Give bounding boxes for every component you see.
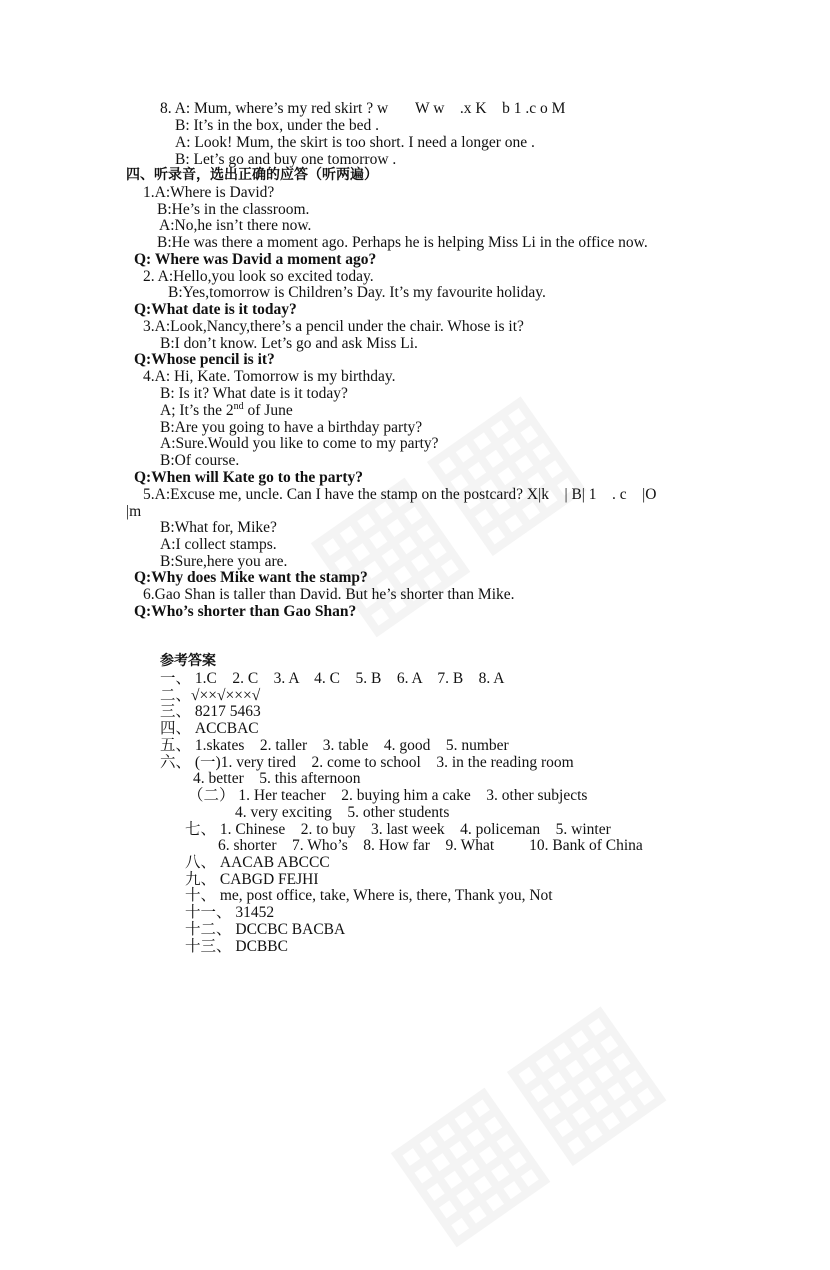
answer-2: 二、√××√×××√ (160, 687, 261, 704)
dialog-3-line-2: B:I don’t know. Let’s go and ask Miss Li. (160, 335, 418, 352)
answer-3: 三、 8217 5463 (160, 703, 261, 720)
dialog-2-line-1: 2. A:Hello,you look so excited today. (143, 268, 374, 285)
dialog-1-line-3: A:No,he isn’t there now. (159, 217, 312, 234)
answers-title: 参考答案 (160, 653, 216, 669)
dialog-1-line-2: B:He’s in the classroom. (157, 201, 310, 218)
answer-6-part-2-cont: 4. very exciting 5. other students (235, 804, 450, 821)
watermark (356, 964, 688, 1269)
q8-line-1: 8. A: Mum, where’s my red skirt ? w W w .x K b 1 .c o M (160, 100, 566, 117)
answer-8: 八、 AACAB ABCCC (185, 854, 330, 871)
dialog-4-line-3-text: A; It’s the 2 (160, 402, 234, 419)
answer-7-cont: 6. shorter 7. Who’s 8. How far 9. What 10. Bank of China (218, 837, 643, 854)
answer-5: 五、 1.skates 2. taller 3. table 4. good 5. number (160, 737, 509, 754)
dialog-4-line-1: 4.A: Hi, Kate. Tomorrow is my birthday. (143, 368, 396, 385)
answer-6-cont: 4. better 5. this afternoon (193, 770, 361, 787)
ordinal-suffix: nd (233, 400, 244, 412)
answer-13: 十三、 DCBBC (185, 938, 288, 955)
dialog-5-line-1: 5.A:Excuse me, uncle. Can I have the stamp on the postcard? X|k | B| 1 . c |O (143, 486, 657, 503)
question-4: Q:When will Kate go to the party? (134, 469, 364, 486)
answer-9: 九、 CABGD FEJHI (185, 871, 319, 888)
dialog-4-line-6: B:Of course. (160, 452, 240, 469)
dialog-5-line-3: A:I collect stamps. (160, 536, 277, 553)
dialog-6-line-1: 6.Gao Shan is taller than David. But he’s shorter than Mike. (143, 586, 515, 603)
answer-10: 十、 me, post office, take, Where is, there, Thank you, Not (185, 887, 553, 904)
section-4-heading: 四、听录音，选出正确的应答（听两遍） (126, 167, 378, 183)
q8-line-4: B: Let’s go and buy one tomorrow . (175, 151, 397, 168)
answer-4: 四、 ACCBAC (160, 720, 259, 737)
dialog-5-line-1-wrap: |m (126, 503, 142, 520)
dialog-4-line-2: B: Is it? What date is it today? (160, 385, 348, 402)
answer-7: 七、 1. Chinese 2. to buy 3. last week 4. policeman 5. winter (185, 821, 611, 838)
question-2: Q:What date is it today? (134, 301, 297, 318)
question-6: Q:Who’s shorter than Gao Shan? (134, 603, 357, 620)
answer-1: 一、 1.C 2. C 3. A 4. C 5. B 6. A 7. B 8. A (160, 670, 505, 687)
dialog-5-line-2: B:What for, Mike? (160, 519, 277, 536)
dialog-3-line-1: 3.A:Look,Nancy,there’s a pencil under the chair. Whose is it? (143, 318, 524, 335)
q8-line-2: B: It’s in the box, under the bed . (175, 117, 380, 134)
dialog-1-line-4: B:He was there a moment ago. Perhaps he is helping Miss Li in the office now. (157, 234, 648, 251)
question-1: Q: Where was David a moment ago? (134, 251, 377, 268)
question-3: Q:Whose pencil is it? (134, 351, 275, 368)
dialog-5-line-4: B:Sure,here you are. (160, 553, 288, 570)
q8-line-3: A: Look! Mum, the skirt is too short. I need a longer one . (175, 134, 535, 151)
dialog-4-line-5: A:Sure.Would you like to come to my party? (160, 435, 439, 452)
answer-11: 十一、 31452 (185, 904, 275, 921)
question-5: Q:Why does Mike want the stamp? (134, 569, 368, 586)
dialog-4-line-4: B:Are you going to have a birthday party? (160, 419, 423, 436)
answer-6-part-2: （二） 1. Her teacher 2. buying him a cake 3. other subjects (188, 787, 588, 804)
dialog-1-line-1: 1.A:Where is David? (143, 184, 275, 201)
dialog-4-line-3-rest: of June (243, 402, 293, 419)
answer-12: 十二、 DCCBC BACBA (185, 921, 346, 938)
answer-6: 六、 (一)1. very tired 2. come to school 3. in the reading room (160, 754, 574, 771)
dialog-2-line-2: B:Yes,tomorrow is Children’s Day. It’s my favourite holiday. (168, 284, 546, 301)
dialog-4-line-3 (160, 402, 293, 419)
